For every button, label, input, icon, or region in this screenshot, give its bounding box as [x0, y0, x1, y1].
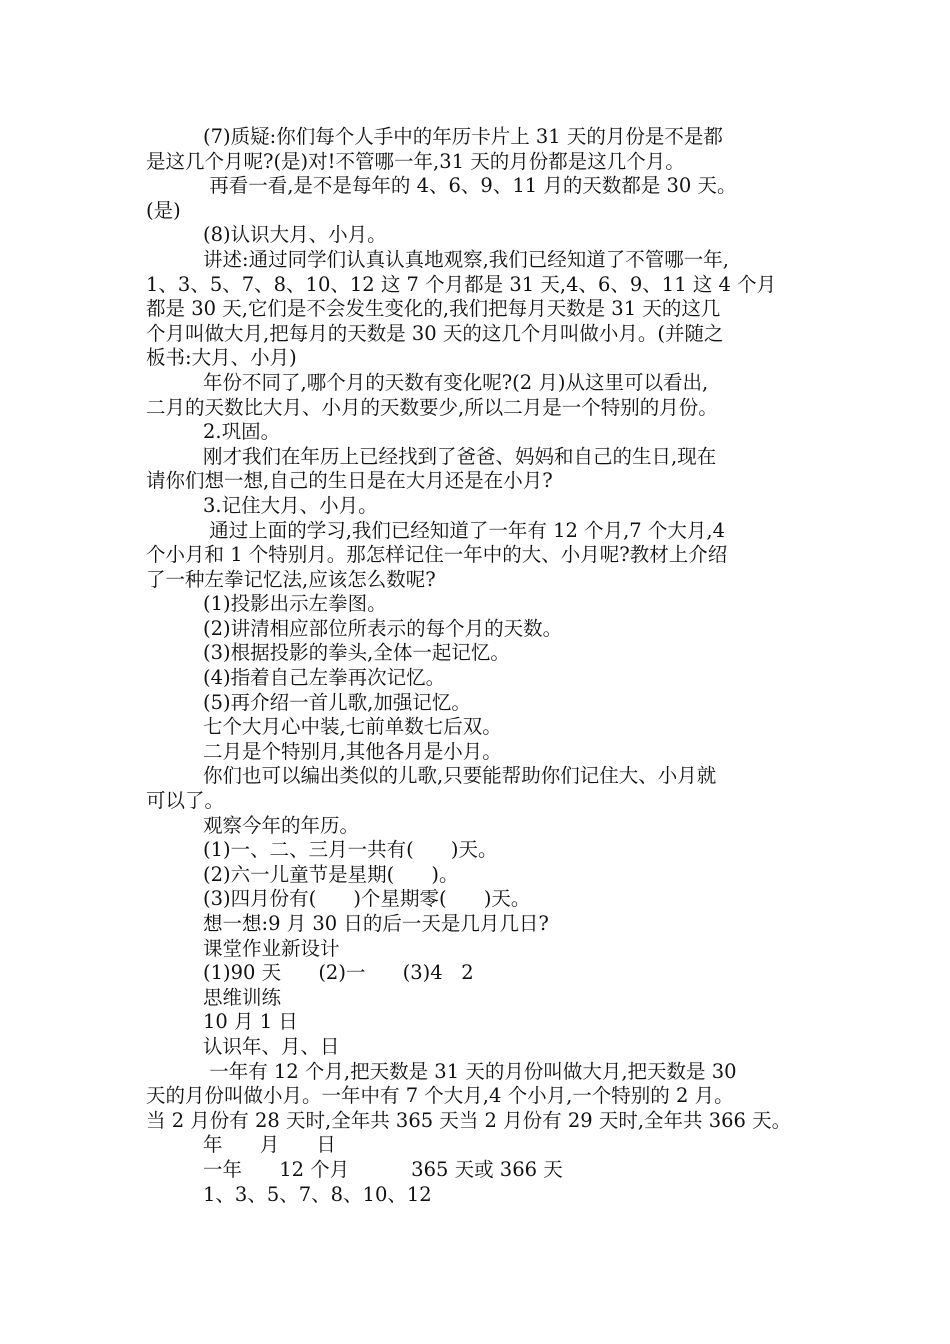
text-line: (1)90 天 (2)一 (3)4 2	[203, 961, 474, 985]
text-line: (8)认识大月、小月。	[203, 223, 387, 247]
text-line: 通过上面的学习,我们已经知道了一年有 12 个月,7 个大月,4	[203, 518, 726, 542]
text-line: (是)	[146, 198, 181, 222]
text-line: 你们也可以编出类似的儿歌,只要能帮助你们记住大、小月就	[203, 764, 717, 788]
text-line: (7)质疑:你们每个人手中的年历卡片上 31 天的月份是不是都	[203, 125, 723, 148]
text-line: 讲述:通过同学们认真认真地观察,我们已经知道了不管哪一年,	[203, 247, 729, 271]
text-line: 一年 12 个月 365 天或 366 天	[203, 1157, 563, 1181]
text-line: 一年有 12 个月,把天数是 31 天的月份叫做大月,把天数是 30	[203, 1059, 737, 1083]
text-line: 可以了。	[146, 789, 225, 813]
text-line: 3.记住大月、小月。	[203, 493, 378, 517]
text-line: 1、3、5、7、8、10、12 这 7 个月都是 31 天,4、6、9、11 这 4 个月	[146, 272, 777, 296]
text-line: 观察今年的年历。	[203, 813, 360, 837]
text-line: 天的月份叫做小月。一年中有 7 个大月,4 个小月,一个特别的 2 月。	[146, 1084, 734, 1108]
text-line: 2.巩固。	[203, 420, 281, 444]
text-line: 二月的天数比大月、小月的天数要少,所以二月是一个特别的月份。	[146, 395, 718, 419]
text-line: 都是 30 天,它们是不会发生变化的,我们把每月天数是 31 天的这几	[146, 297, 721, 321]
text-line: (3)根据投影的拳头,全体一起记忆。	[203, 641, 510, 665]
text-line: 板书:大月、小月)	[146, 346, 297, 370]
text-line: (2)讲清相应部位所表示的每个月的天数。	[203, 616, 563, 640]
text-line: 个月叫做大月,把每月的天数是 30 天的这几个月叫做小月。(并随之	[146, 321, 724, 345]
text-line: 请你们想一想,自己的生日是在大月还是在小月?	[146, 469, 553, 493]
text-line: 了一种左拳记忆法,应该怎么数呢?	[146, 567, 436, 591]
text-line: 认识年、月、日	[203, 1034, 340, 1058]
text-line: 再看一看,是不是每年的 4、6、9、11 月的天数都是 30 天。	[203, 174, 737, 198]
text-line: 个小月和 1 个特别月。那怎样记住一年中的大、小月呢?教材上介绍	[146, 543, 728, 567]
text-line: (1)投影出示左拳图。	[203, 592, 387, 616]
text-line: 10 月 1 日	[203, 1010, 298, 1034]
text-line: (4)指着自己左拳再次记忆。	[203, 666, 446, 690]
document-page	[146, 125, 816, 1207]
text-line: 是这几个月呢?(是)对!不管哪一年,31 天的月份都是这几个月。	[146, 149, 685, 173]
text-line: (5)再介绍一首儿歌,加强记忆。	[203, 690, 471, 714]
text-line: 当 2 月份有 28 天时,全年共 365 天当 2 月份有 29 天时,全年共 366 天。	[146, 1108, 792, 1132]
text-line: (3)四月份有( )个星期零( )天。	[203, 887, 531, 911]
text-line: 1、3、5、7、8、10、12	[203, 1182, 432, 1206]
text-line: 年份不同了,哪个月的天数有变化呢?(2 月)从这里可以看出,	[203, 370, 709, 394]
text-line: 课堂作业新设计	[203, 936, 340, 960]
text-line: (1)一、二、三月一共有( )天。	[203, 838, 498, 862]
text-line: 二月是个特别月,其他各月是小月。	[203, 739, 502, 763]
text-line: 刚才我们在年历上已经找到了爸爸、妈妈和自己的生日,现在	[203, 444, 717, 468]
text-line: 思维训练	[203, 985, 282, 1009]
text-line: (2)六一儿童节是星期( )。	[203, 862, 459, 886]
text-line: 想一想:9 月 30 日的后一天是几月几日?	[203, 912, 549, 935]
text-line: 年 月 日	[203, 1133, 336, 1157]
text-line: 七个大月心中装,七前单数七后双。	[203, 715, 502, 739]
